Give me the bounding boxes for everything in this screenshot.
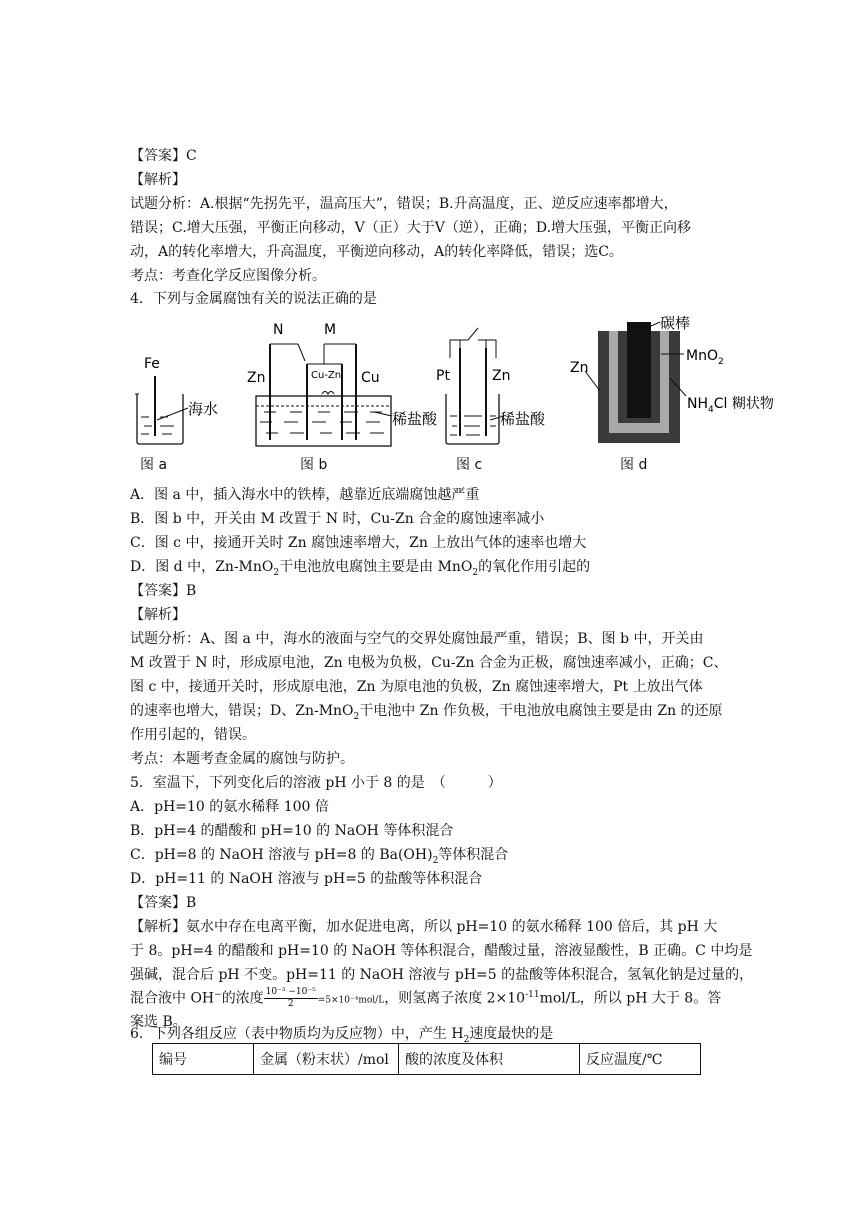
q5-analysis-line: 案选 B。	[130, 1014, 187, 1030]
q4-figures	[130, 316, 810, 476]
fig-b-label-acid: 稀盐酸	[392, 410, 438, 428]
q3-analysis-head: 【解析】	[130, 172, 186, 188]
q5-stem: 5．室温下，下列变化后的溶液 pH 小于 8 的是 （ ）	[130, 775, 502, 791]
q3-analysis-line: 试题分析：A.根据“先拐先平，温高压大”，错误；B.升高温度，正、逆反应速率都增大，	[130, 196, 678, 212]
figure-d	[570, 316, 774, 443]
q4-analysis-line: 图 c 中，接通开关时，形成原电池，Zn 为原电池的负极，Zn 腐蚀速率增大，Pt 上放出气体	[130, 679, 703, 695]
q4-option-a: A．图 a 中，插入海水中的铁棒，越靠近底端腐蚀越严重	[130, 487, 480, 503]
fig-b-label-m: M	[324, 322, 337, 338]
q4-answer: 【答案】B	[130, 583, 197, 599]
q5-analysis-line: 于 8。pH=4 的醋酸和 pH=10 的 NaOH 等体积混合，醋酸过量，溶液显酸性，B 正确。C 中均是	[130, 943, 753, 959]
fig-d-caption: 图 d	[620, 457, 648, 473]
q3-point: 考点：考查化学反应图像分析。	[130, 268, 326, 284]
q6-stem: 6．下列各组反应（表中物质均为反应物）中，产生 $H_2$速度最快的是	[130, 1026, 554, 1045]
table-header-cell: 编号	[153, 1044, 254, 1075]
fig-c-label-zn: Zn	[492, 368, 511, 384]
fig-c-label-pt: Pt	[436, 368, 450, 384]
table-header-cell: 金属（粉末状）/mol	[254, 1044, 399, 1075]
q4-analysis-line: 作用引起的，错误。	[130, 727, 256, 743]
fig-d-label-carbon-rod: 碳棒	[660, 316, 691, 332]
q5-analysis-line: 【解析】氨水中存在电离平衡，加水促进电离，所以 pH=10 的氨水稀释 100 倍后，其 pH 大	[130, 919, 718, 935]
table-row	[153, 1044, 701, 1075]
fig-a-label-fe: Fe	[144, 356, 160, 372]
q3-analysis-line: 错误；C.增大压强，平衡正向移动，V（正）大于V（逆），正确；D.增大压强，平衡正向移	[130, 220, 692, 236]
fig-c-label-acid: 稀盐酸	[500, 410, 546, 428]
fig-b-caption: 图 b	[300, 457, 328, 473]
fig-d-label-mno2: MnO$_2$	[686, 348, 724, 367]
q4-point: 考点：本题考查金属的腐蚀与防护。	[130, 751, 354, 767]
q4-analysis-line: 的速率也增大，错误；D、Zn-MnO$_2$干电池中 Zn 作负极，干电池放电腐蚀主要是由 Zn 的还原	[130, 703, 723, 722]
q5-option-d: D．pH=11 的 NaOH 溶液与 pH=5 的盐酸等体积混合	[130, 871, 483, 887]
fig-b-label-n: N	[273, 322, 284, 338]
fig-b-label-cu: Cu	[361, 370, 380, 386]
q5-analysis-line: 强碱，混合后 pH 不变。pH=11 的 NaOH 溶液与 pH=5 的盐酸等体积混合，氢氧化钠是过量的，	[130, 967, 754, 983]
q4-analysis-line: 试题分析：A、图 a 中，海水的液面与空气的交界处腐蚀最严重，错误；B、图 b 中，开关由	[130, 631, 704, 647]
q4-option-d: D．图 d 中，Zn-MnO$_2$干电池放电腐蚀主要是由 MnO$_2$的氧化作用引起的	[130, 559, 591, 578]
table-header-cell: 反应温度/℃	[580, 1044, 701, 1075]
fig-a-label-seawater: 海水	[188, 400, 219, 418]
figure-a	[135, 356, 218, 444]
figure-b	[247, 322, 438, 446]
figure-c	[436, 328, 546, 444]
concentration-fraction: $\frac{\text{10⁻³ −10⁻⁵}}{2}$	[265, 987, 316, 1010]
q5-answer: 【答案】B	[130, 895, 197, 911]
fig-d-label-zn: Zn	[570, 360, 589, 376]
q4-analysis-line: M 改置于 N 时，形成原电池，Zn 电极为负极，Cu-Zn 合金为正极，腐蚀速率减小，正确；C、	[130, 655, 728, 671]
q3-analysis-line: 动，A的转化率增大，升高温度，平衡逆向移动，A的转化率降低，错误；选C。	[130, 244, 623, 260]
fig-c-caption: 图 c	[456, 457, 483, 473]
fig-d-label-nh4cl: $NH_4Cl$ 糊状物	[687, 396, 774, 415]
q4-analysis-head: 【解析】	[130, 607, 186, 623]
fig-b-label-zn: Zn	[247, 370, 266, 386]
q3-answer: 【答案】C	[130, 148, 197, 164]
corrosion-diagrams	[130, 316, 810, 476]
q4-option-c: C．图 c 中，接通开关时 Zn 腐蚀速率增大，Zn 上放出气体的速率也增大	[130, 535, 587, 551]
q5-analysis-line: 混合液中 OH−的浓度 $\frac{\text{10⁻³ −10⁻⁵}}{2}$ =5×10⁻⁴mol/L，则氢离子浓度 $2\times 10^{-11}mol/L$，所以 pH 大于 8。答	[130, 987, 722, 1010]
table-header-cell: 酸的浓度及体积	[399, 1044, 580, 1075]
fig-a-caption: 图 a	[140, 457, 168, 473]
q6-table	[152, 1043, 701, 1075]
fig-b-label-cuzn: Cu-Zn	[311, 370, 342, 381]
q5-option-b: B．pH=4 的醋酸和 pH=10 的 NaOH 等体积混合	[130, 823, 454, 839]
q5-option-c: C．pH=8 的 NaOH 溶液与 pH=8 的 $Ba(OH)_2$等体积混合	[130, 847, 509, 866]
q4-stem: 4．下列与金属腐蚀有关的说法正确的是	[130, 291, 377, 307]
q4-option-b: B．图 b 中，开关由 M 改置于 N 时，Cu-Zn 合金的腐蚀速率减小	[130, 511, 545, 527]
q5-option-a: A．pH=10 的氨水稀释 100 倍	[130, 799, 329, 815]
